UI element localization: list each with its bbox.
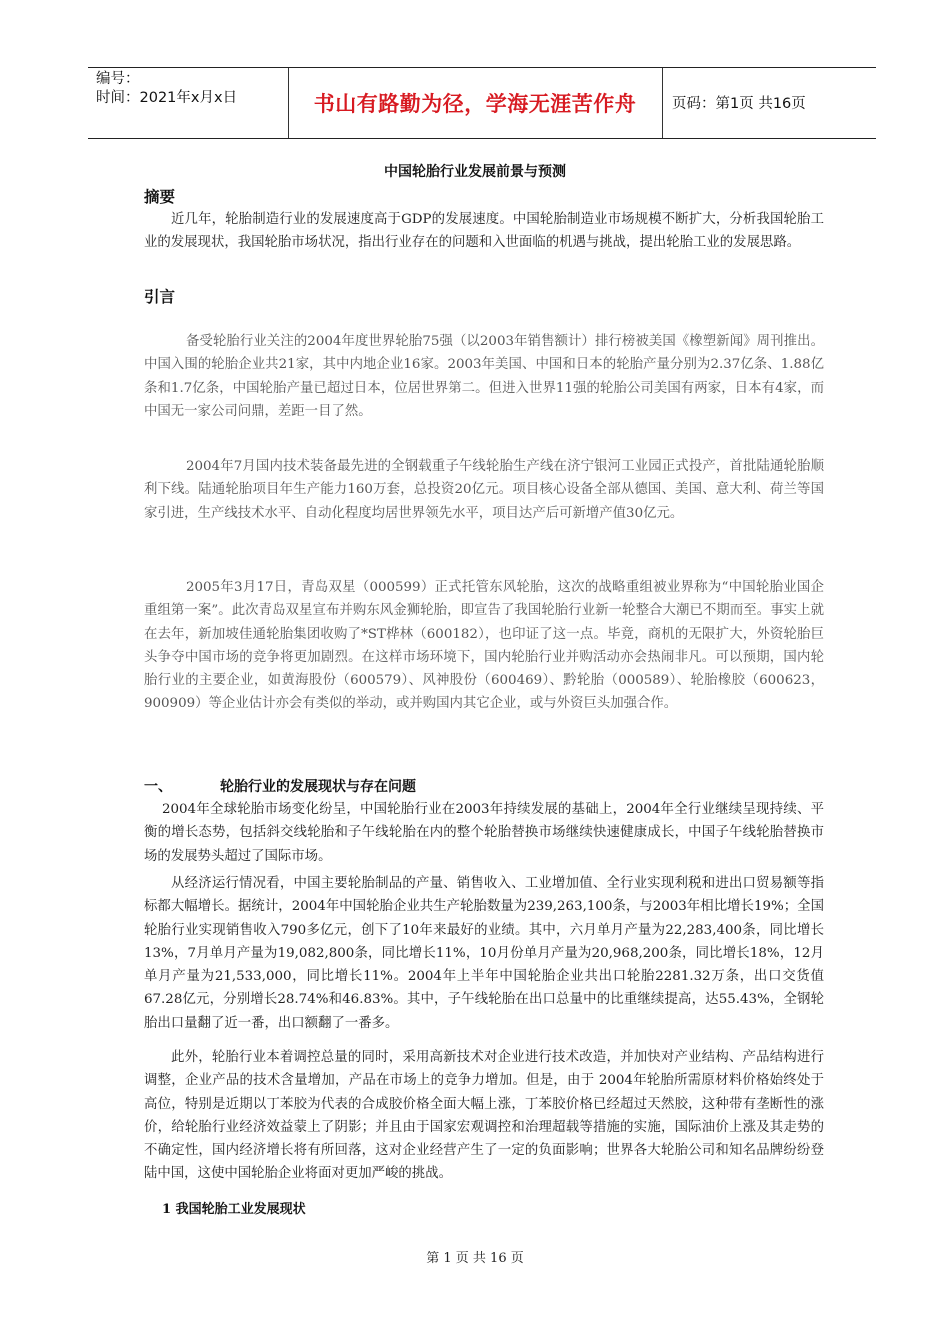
intro-paragraph-1: 备受轮胎行业关注的2004年度世界轮胎75强（以2003年销售额计）排行榜被美国《橡塑新闻》周刊推出。中国入围的轮胎企业共21家，其中内地企业16家。2003年美国、中国和日本的轮胎产量分别为2.37亿条、1.88亿条和1.7亿条，中国轮胎产量已超过日本，位居世界第二。但进入世界11强的轮胎公司美国有两家，日本有4家，而中国无一家公司问鼎，差距一目了然。 xyxy=(144,334,824,419)
section1-paragraph-3: 此外，轮胎行业本着调控总量的同时，采用高新技术对企业进行技术改造，并加快对产业结构、产品结构进行调整，企业产品的技术含量增加，产品在市场上的竞争力增加。但是，由于 2004年轮胎所需原材料价格始终处于高位，特别是近期以丁苯胶为代表的合成胶价格全面大幅上涨，丁苯胶价格已经超过天然胶，这种带有垄断性的涨价，给轮胎行业经济效益蒙上了阴影；并且由于国家宏观调控和治理超载等措施的实施，国际油价上涨及其走势的不确定性，国内经济增长将有所回落，这对企业经营产生了一定的负面影响；世界各大轮胎公司和知名品牌纷纷登陆中国，这使中国轮胎企业将面对更加严峻的挑战。 xyxy=(144,1050,824,1182)
intro-heading: 引言 xyxy=(144,288,176,306)
intro-paragraph-2: 2004年7月国内技术装备最先进的全钢载重子午线轮胎生产线在济宁银河工业园正式投产，首批陆通轮胎顺利下线。陆通轮胎项目年生产能力160万套，总投资20亿元。项目核心设备全部从德国、美国、意大利、荷兰等国家引进，生产线技术水平、自动化程度均居世界领先水平，项目达产后可新增产值30亿元。 xyxy=(144,459,824,521)
header-slogan: 书山有路勤为径，学海无涯苦作舟 xyxy=(313,92,637,116)
section1-paragraph-1: 2004年全球轮胎市场变化纷呈，中国轮胎行业在2003年持续发展的基础上，2004年全行业继续呈现持续、平衡的增长态势，包括斜交线轮胎和子午线轮胎在内的整个轮胎替换市场继续快速健康成长，中国子午线轮胎替换市场的发展势头超过了国际市场。 xyxy=(144,802,824,864)
abstract-heading: 摘要 xyxy=(144,188,176,206)
header-divider-right xyxy=(662,68,663,138)
section1-paragraph-2: 从经济运行情况看，中国主要轮胎制品的产量、销售收入、工业增加值、全行业实现利税和进出口贸易额等指标都大幅增长。据统计，2004年中国轮胎企业共生产轮胎数量为239,263,100条，与2003年相比增长19%；全国轮胎行业实现销售收入790多亿元，创下了10年来最好的业绩。其中，六月单月产量为22,283,400条，同比增长13%，7月单月产量为19,082,800条，同比增长11%，10月份单月产量为20,968,200条，同比增长18%，12月单月产量为21,533,000，同比增长11%。2004年上半年中国轮胎企业共出口轮胎2281.32万条，出口交货值67.28亿元，分别增长28.74%和46.83%。其中，子午线轮胎在出口总量中的比重继续提高，达55.43%，全钢轮胎出口量翻了近一番，出口额翻了一番多。 xyxy=(144,876,824,1031)
section1-heading: 轮胎行业的发展现状与存在问题 xyxy=(220,779,416,795)
header-page-info: 页码：第1页 共16页 xyxy=(672,96,806,112)
page-footer: 第 1 页 共 16 页 xyxy=(426,1251,524,1266)
header-number-label: 编号： xyxy=(96,71,140,87)
section1-number: 一、 xyxy=(144,779,172,795)
intro-paragraph-3: 2005年3月17日，青岛双星（000599）正式托管东风轮胎，这次的战略重组被业界称为“中国轮胎业国企重组第一案”。此次青岛双星宣布并购东风金狮轮胎，即宣告了我国轮胎行业新一轮整合大潮已不期而至。事实上就在去年，新加坡佳通轮胎集团收购了*ST桦林（600182），也印证了这一点。毕竟，商机的无限扩大，外资轮胎巨头争夺中国市场的竞争将更加剧烈。在这样市场环境下，国内轮胎行业并购活动亦会热闹非凡。可以预期，国内轮胎行业的主要企业，如黄海股份（600579）、风神股份（600469）、黔轮胎（000589）、轮胎橡胶（600623，900909）等企业估计亦会有类似的举动，或并购国内其它企业，或与外资巨头加强合作。 xyxy=(144,580,824,712)
abstract-paragraph: 近几年，轮胎制造行业的发展速度高于GDP的发展速度。中国轮胎制造业市场规模不断扩大，分析我国轮胎工业的发展现状，我国轮胎市场状况，指出行业存在的问题和入世面临的机遇与挑战，提出轮胎工业的发展思路。 xyxy=(144,212,824,251)
page-header xyxy=(88,67,876,139)
header-meta xyxy=(96,70,237,108)
header-time-label: 时间：2021年x月x日 xyxy=(96,90,238,106)
subsection-heading: 1 我国轮胎工业发展现状 xyxy=(162,1202,306,1217)
document-title: 中国轮胎行业发展前景与预测 xyxy=(384,164,566,180)
